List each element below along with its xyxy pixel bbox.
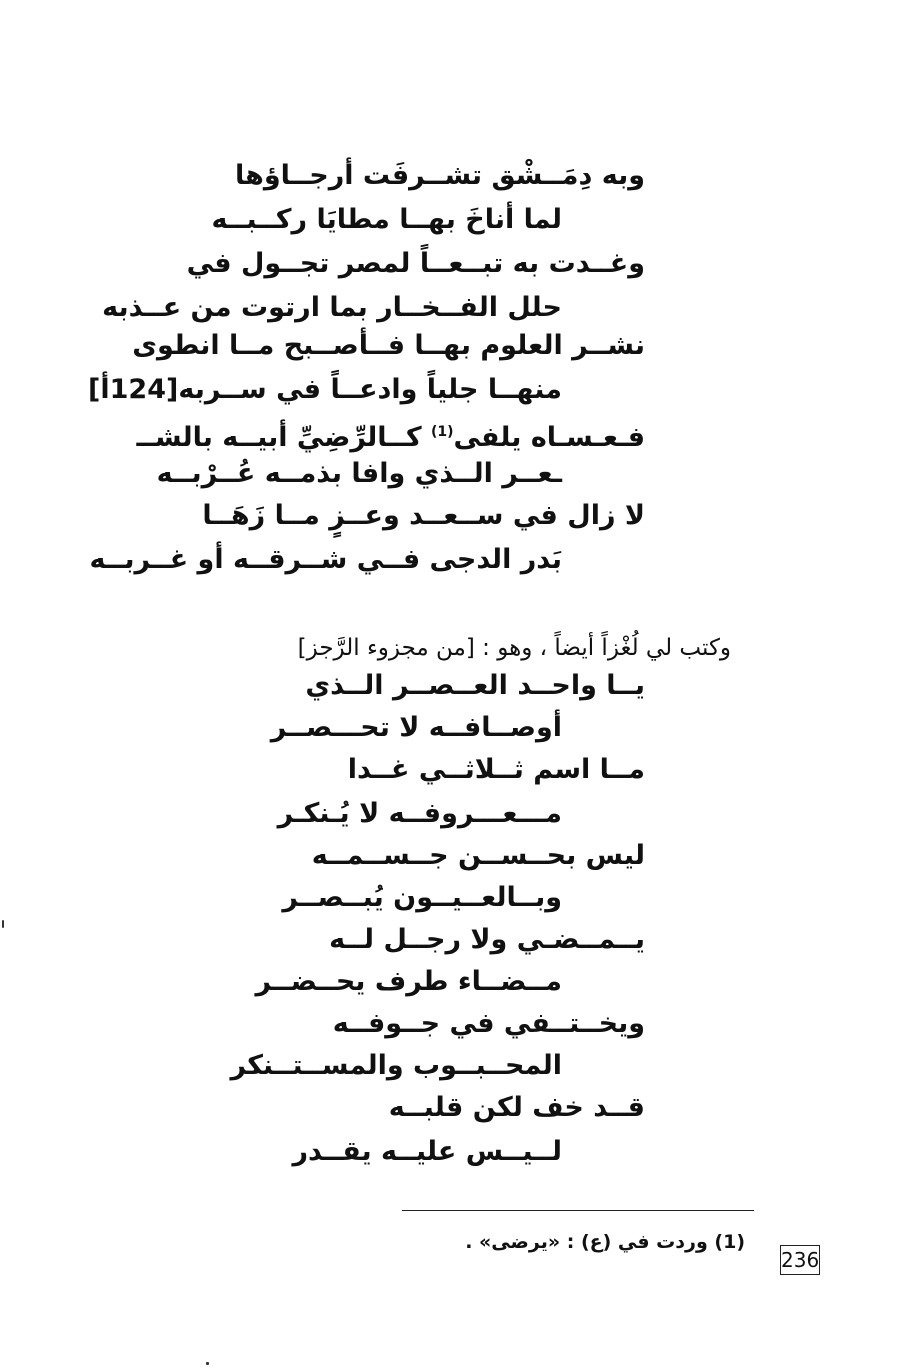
poem1-line-2: لما أناخَ بهــا مطايَا ركــبــه [211, 204, 562, 235]
poem2-line-7: يــمــضـي ولا رجــل لــه [329, 924, 645, 955]
footnote-marker: (1) [430, 424, 454, 440]
poem1-line-7-start: فـعـسـاه يلفى [453, 422, 645, 453]
poem1-line-6: منهــا جلياً وادعــاً في ســربه[124أ] [88, 374, 562, 405]
poem2-line-9: ويخــتــفي في جــوفــه [332, 1008, 645, 1039]
scan-speck [2, 920, 4, 928]
poem1-line-4: حلل الفــخــار بما ارتوت من عــذبه [102, 292, 562, 323]
poem1-line-1: وبه دِمَــشْق تشــرفَت أرجــاؤها [235, 160, 645, 191]
poem2-line-5: ليس بحــســن جــســمــه [311, 840, 645, 871]
poem2-line-12: لــيــس عليــه يقــدر [292, 1136, 562, 1167]
poem1-line-5: نشــر العلوم بهــا فــأصــبح مــا انطوى [132, 330, 645, 361]
poem2-line-8: مــضــاء طرف يحــضــر [255, 966, 562, 997]
poem1-line-3: وغــدت به تبــعــاً لمصر تجــول في [186, 248, 645, 279]
section-intro: وكتب لي لُغْزاً أيضاً ، وهو : [من مجزوء الرَّجز] [297, 635, 731, 661]
poem1-line-9: لا زال في ســعــد وعــزٍ مــا زَهَــا [202, 500, 645, 531]
poem2-line-1: يــا واحــد العــصــر الــذي [305, 670, 645, 701]
page-number: 236 [780, 1245, 820, 1275]
poem1-line-7 [137, 412, 645, 458]
poem2-line-3: مــا اسم ثــلاثــي غــدا [347, 754, 645, 785]
footnote: (1) وردت في (ع) : «يرضى» . [465, 1231, 745, 1253]
poem2-line-11: قــد خف لكن قلبــه [388, 1092, 645, 1123]
poem1-line-7-end: كــالرِّضِيِّ أبيــه بالشــ [136, 422, 422, 453]
poem2-line-2: أوصــافــه لا تحـــصــر [270, 712, 562, 743]
scan-speck [206, 1362, 209, 1365]
poem2-line-6: وبــالعــيــون يُبــصــر [282, 882, 562, 913]
poem2-line-10: المحــبــوب والمســتــنكر [230, 1050, 562, 1081]
poem1-line-8: ـعــر الــذي وافا بذمــه عُــرْبــه [156, 458, 562, 489]
footnote-divider [402, 1210, 754, 1211]
poem1-line-10: بَدر الدجى فــي شــرقــه أو غــربــه [89, 544, 562, 575]
poem2-line-4: مـــعـــروفــه لا يُـنكـر [277, 798, 562, 829]
